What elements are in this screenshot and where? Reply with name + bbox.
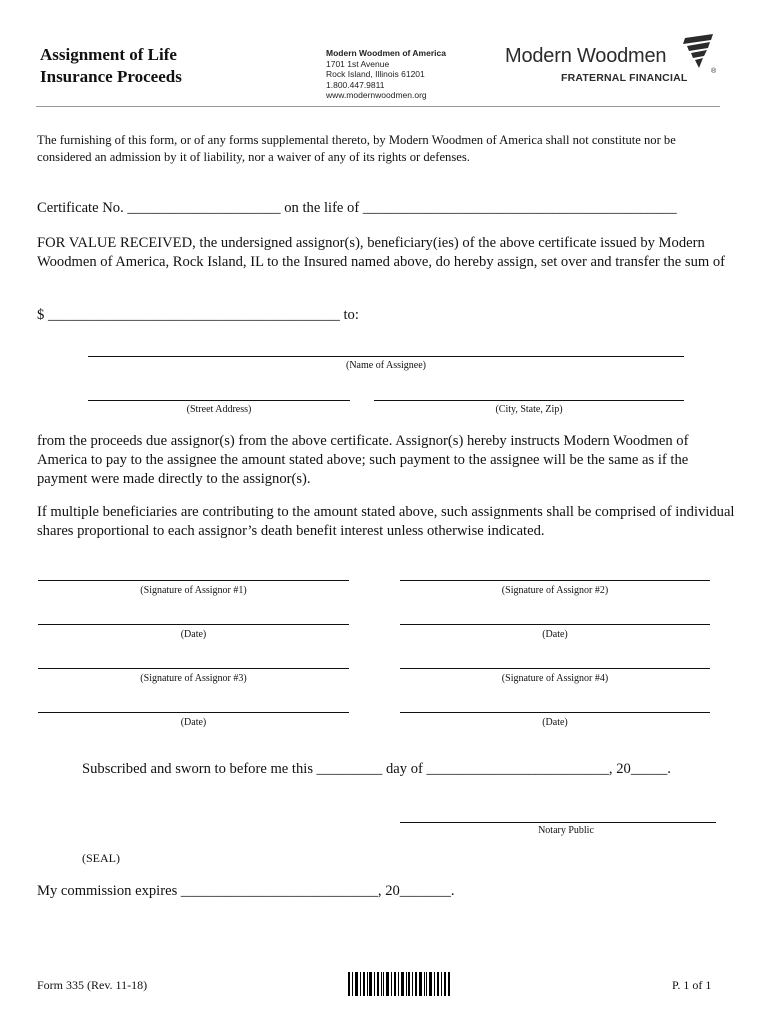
signature-assignor-2-caption: (Signature of Assignor #2): [501, 585, 609, 596]
address-city: Rock Island, Illinois 61201: [326, 69, 425, 79]
amount-line[interactable]: $ ________________________________________ to:: [37, 307, 359, 323]
registered-mark: ®: [711, 68, 717, 75]
date-3-caption: (Date): [180, 717, 207, 728]
barcode-icon: [348, 972, 450, 996]
logo-subtitle: FRATERNAL FINANCIAL: [561, 72, 688, 84]
street-address-field[interactable]: [88, 400, 350, 401]
title-line-2: Insurance Proceeds: [40, 67, 182, 86]
page-number: P. 1 of 1: [672, 978, 712, 992]
form-number: Form 335 (Rev. 11-18): [37, 978, 148, 992]
sworn-statement-line[interactable]: Subscribed and sworn to before me this _________ day of _________________________, 20_____.: [82, 761, 671, 777]
axe-stripes-icon: [677, 34, 717, 70]
date-4-field[interactable]: [400, 712, 710, 713]
company-logo: [505, 34, 735, 94]
date-1-field[interactable]: [38, 624, 349, 625]
address-phone: 1.800.447.9811: [326, 79, 385, 90]
multiple-beneficiaries-paragraph: If multiple beneficiaries are contributing to the amount stated above, such assignments shall be comprised of individual shares proportional to each assignor’s death benefit interest unless otherwise indicated.: [37, 504, 735, 539]
street-address-caption: (Street Address): [186, 404, 252, 415]
signature-assignor-4-field[interactable]: [400, 668, 710, 669]
assignee-name-field[interactable]: [88, 356, 684, 357]
signature-assignor-1-field[interactable]: [38, 580, 349, 581]
title-line-1: Assignment of Life: [40, 45, 177, 64]
signature-assignor-3-caption: (Signature of Assignor #3): [140, 673, 247, 684]
address-street: 1701 1st Avenue: [326, 58, 390, 69]
date-1-caption: (Date): [180, 629, 207, 640]
notary-signature-field[interactable]: [400, 822, 716, 823]
company-address: [326, 48, 446, 101]
date-3-field[interactable]: [38, 712, 349, 713]
value-received-text: FOR VALUE RECEIVED, the undersigned assignor(s), beneficiary(ies) of the above certificate issued by Modern Woodmen of America, Rock Island, IL to the Insured named above, do hereby assign, set over and transfer the sum of: [37, 235, 726, 270]
city-state-zip-field[interactable]: [374, 400, 684, 401]
seal-label: (SEAL): [82, 851, 120, 865]
document-title: [40, 44, 182, 88]
disclaimer-text: The furnishing of this form, or of any forms supplemental thereto, by Modern Woodmen of America shall not constitute nor be considered an admission by it of liability, nor a waiver of any of its rights or defenses.: [37, 133, 676, 164]
assignee-name-caption: (Name of Assignee): [346, 360, 426, 371]
logo-name: Modern Woodmen: [505, 45, 667, 67]
header-divider: [36, 106, 720, 107]
signature-assignor-1-caption: (Signature of Assignor #1): [140, 585, 247, 596]
date-4-caption: (Date): [542, 717, 568, 728]
address-org: Modern Woodmen of America: [326, 48, 446, 58]
date-2-field[interactable]: [400, 624, 710, 625]
notary-public-caption: Notary Public: [538, 825, 594, 836]
proceeds-paragraph: from the proceeds due assignor(s) from the above certificate. Assignor(s) hereby instructs Modern Woodmen of America to pay to the assignee the amount stated above; such payment to the assignee will be the same as if the payment were made directly to the assignor(s).: [37, 433, 689, 487]
signature-assignor-4-caption: (Signature of Assignor #4): [501, 673, 609, 684]
date-2-caption: (Date): [542, 629, 568, 640]
signature-assignor-3-field[interactable]: [38, 668, 349, 669]
signature-assignor-2-field[interactable]: [400, 580, 710, 581]
city-state-zip-caption: (City, State, Zip): [495, 404, 563, 415]
certificate-line[interactable]: Certificate No. _____________________ on the life of ___________________________________________: [37, 200, 677, 216]
commission-expires-line[interactable]: My commission expires ___________________________, 20_______.: [37, 883, 455, 899]
address-web: www.modernwoodmen.org: [326, 90, 427, 100]
